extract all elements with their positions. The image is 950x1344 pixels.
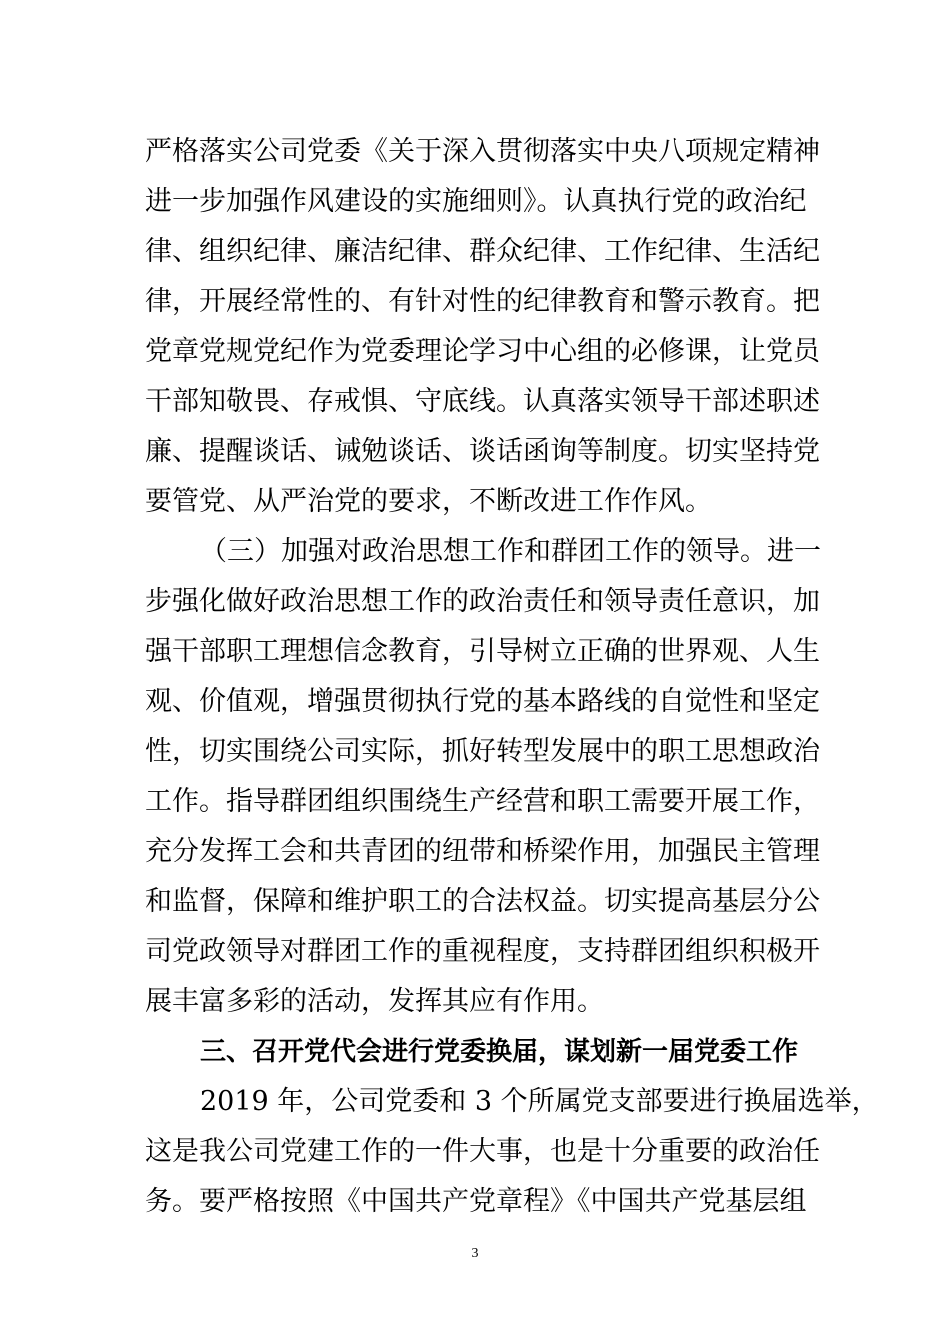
body-text-line: 务。要严格按照《中国共产党章程》《中国共产党基层组 (145, 1186, 807, 1217)
body-text-line: 性，切实围绕公司实际，抓好转型发展中的职工思想政治 (145, 736, 820, 767)
body-text-line: 工作。指导群团组织围绕生产经营和职工需要开展工作， (145, 786, 820, 817)
body-text-line: 司党政领导对群团工作的重视程度，支持群团组织积极开 (145, 936, 820, 967)
body-text-line: 这是我公司党建工作的一件大事，也是十分重要的政治任 (145, 1136, 820, 1167)
page-number: 3 (471, 1246, 479, 1261)
body-text-line: 干部知敬畏、存戒惧、守底线。认真落实领导干部述职述 (145, 386, 820, 417)
body-text-line: 充分发挥工会和共青团的纽带和桥梁作用，加强民主管理 (145, 836, 820, 867)
body-text-line: 展丰富多彩的活动，发挥其应有作用。 (145, 986, 604, 1017)
body-text-line: 廉、提醒谈话、诫勉谈话、谈话函询等制度。切实坚持党 (145, 436, 820, 467)
body-text-line: 和监督，保障和维护职工的合法权益。切实提高基层分公 (145, 886, 820, 917)
body-text-line: 党章党规党纪作为党委理论学习中心组的必修课，让党员 (145, 336, 820, 367)
body-text-line: 律，开展经常性的、有针对性的纪律教育和警示教育。把 (145, 286, 820, 317)
body-text-line: 要管党、从严治党的要求，不断改进工作作风。 (145, 486, 712, 517)
body-text-line: 观、价值观，增强贯彻执行党的基本路线的自觉性和坚定 (145, 686, 820, 717)
body-text-line: 进一步加强作风建设的实施细则》。认真执行党的政治纪 (145, 186, 807, 217)
body-text-line: 2019 年，公司党委和 3 个所属党支部要进行换届选举， (200, 1086, 879, 1117)
section-subheading-line: （三）加强对政治思想工作和群团工作的领导。进一 (200, 536, 821, 567)
section-heading: 三、召开党代会进行党委换届，谋划新一届党委工作 (200, 1037, 799, 1067)
body-text-line: 律、组织纪律、廉洁纪律、群众纪律、工作纪律、生活纪 (145, 236, 820, 267)
body-text-line: 步强化做好政治思想工作的政治责任和领导责任意识，加 (145, 586, 820, 617)
body-text-line: 强干部职工理想信念教育，引导树立正确的世界观、人生 (145, 636, 820, 667)
body-text-line: 严格落实公司党委《关于深入贯彻落实中央八项规定精神 (145, 136, 820, 167)
